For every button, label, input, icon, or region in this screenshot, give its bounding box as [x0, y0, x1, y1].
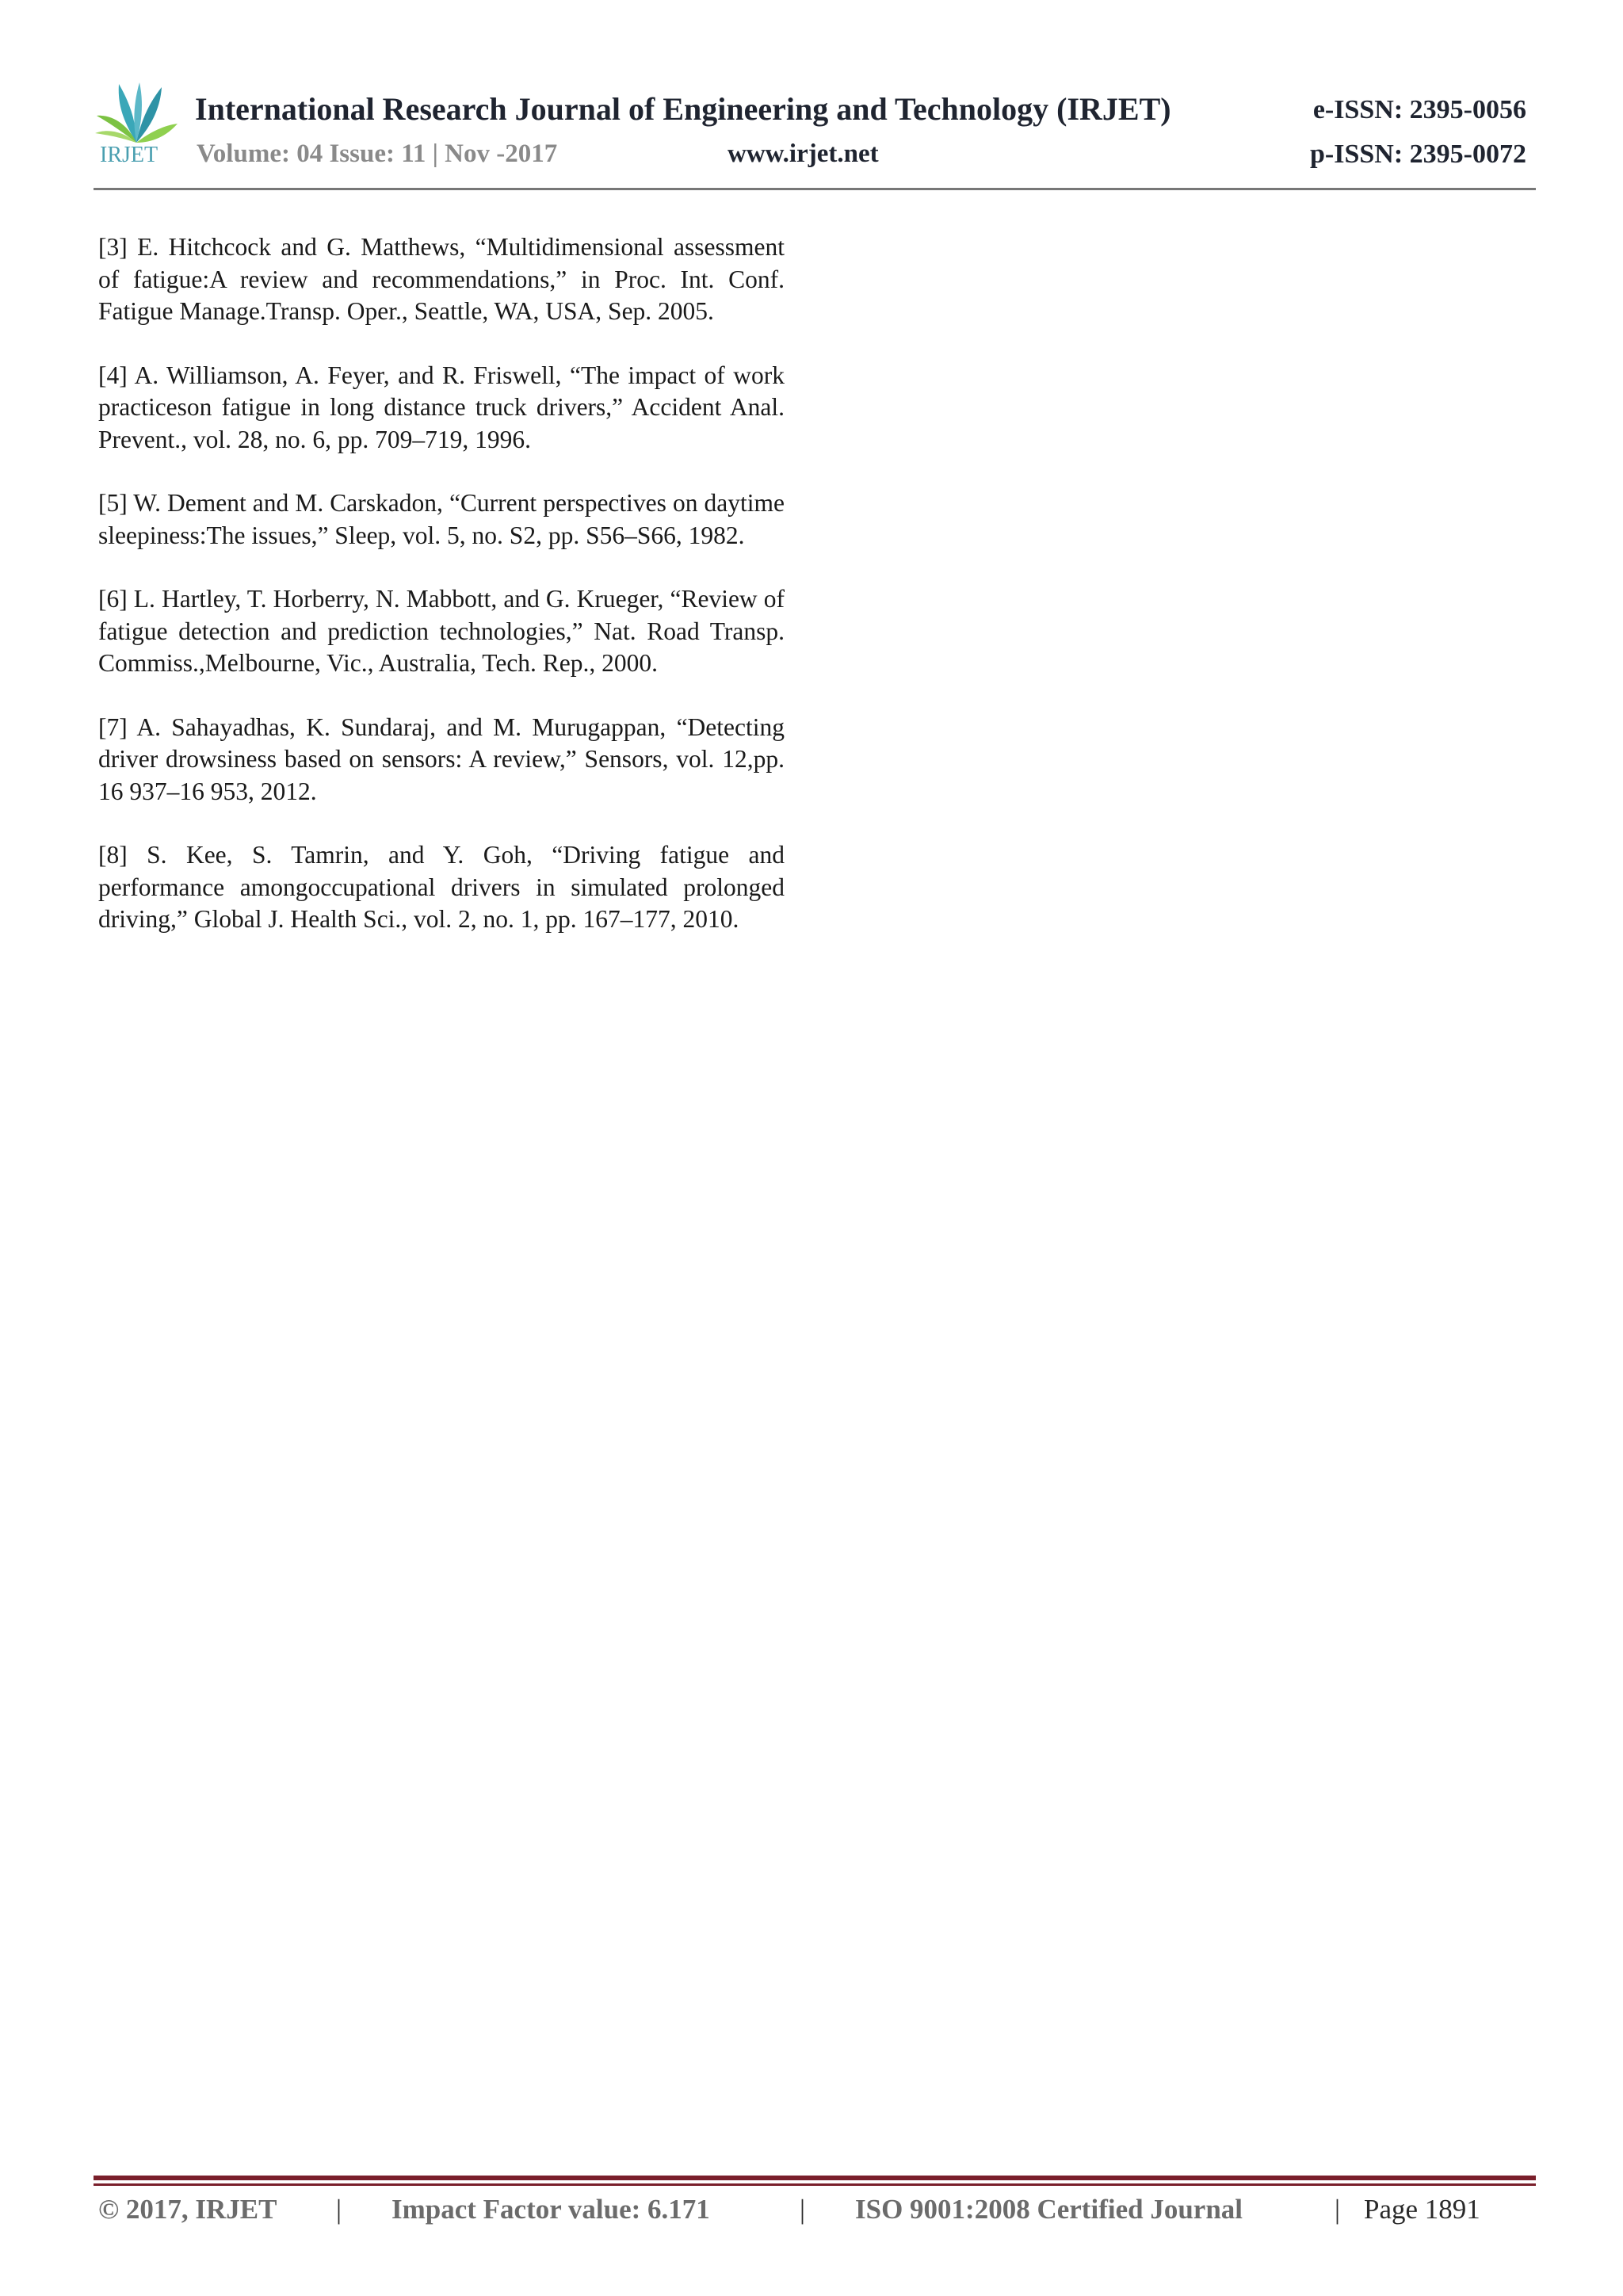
eissn: e-ISSN: 2395-0056 — [1312, 95, 1526, 124]
footer-separator: | — [336, 2194, 342, 2225]
page-header — [94, 76, 1536, 192]
reference-item: [3] E. Hitchcock and G. Matthews, “Multidimensional assessment of fatigue:A review and recommendations,” in Proc. Int. Conf. Fatigue Manage.Transp. Oper., Seattle, WA, USA, Sep. 2005. — [98, 233, 785, 325]
footer-iso: ISO 9001:2008 Certified Journal — [855, 2194, 1243, 2225]
footer-rule — [94, 2176, 1536, 2180]
page-footer — [98, 2194, 1536, 2233]
pissn: p-ISSN: 2395-0072 — [1310, 139, 1526, 169]
logo-text: IRJET — [100, 143, 158, 167]
journal-title: International Research Journal of Engineering and Technology (IRJET) — [195, 91, 1171, 127]
footer-separator: | — [1335, 2194, 1341, 2225]
leaf-logo-icon — [94, 76, 179, 147]
footer-copyright: © 2017, IRJET — [98, 2194, 277, 2225]
website-link[interactable]: www.irjet.net — [727, 139, 879, 168]
reference-item: [6] L. Hartley, T. Horberry, N. Mabbott, and G. Krueger, “Review of fatigue detection and prediction technologies,” Nat. Road Transp. Commiss.,Melbourne, Vic., Australia, Tech. Rep., 2000. — [98, 585, 785, 677]
irjet-logo — [94, 76, 179, 174]
volume-issue: Volume: 04 Issue: 11 | Nov -2017 — [197, 139, 558, 168]
footer-separator: | — [800, 2194, 806, 2225]
reference-item: [8] S. Kee, S. Tamrin, and Y. Goh, “Driving fatigue and performance amongoccupational drivers in simulated prolonged driving,” Global J. Health Sci., vol. 2, no. 1, pp. 167–177, 2010. — [98, 841, 785, 933]
reference-list — [98, 231, 785, 968]
reference-item: [5] W. Dement and M. Carskadon, “Current perspectives on daytime sleepiness:The issues,” Sleep, vol. 5, no. S2, pp. S56–S66, 1982. — [98, 489, 785, 549]
footer-page-number: Page 1891 — [1364, 2194, 1480, 2225]
reference-item: [4] A. Williamson, A. Feyer, and R. Friswell, “The impact of work practiceson fatigue in long distance truck drivers,” Accident Anal. Prevent., vol. 28, no. 6, pp. 709–719, 1996. — [98, 361, 785, 453]
footer-rule-thin — [94, 2183, 1536, 2186]
header-rule — [94, 188, 1536, 190]
footer-impact-factor: Impact Factor value: 6.171 — [391, 2194, 710, 2225]
reference-item: [7] A. Sahayadhas, K. Sundaraj, and M. Murugappan, “Detecting driver drowsiness based on sensors: A review,” Sensors, vol. 12,pp. 16 937–16 953, 2012. — [98, 712, 785, 805]
